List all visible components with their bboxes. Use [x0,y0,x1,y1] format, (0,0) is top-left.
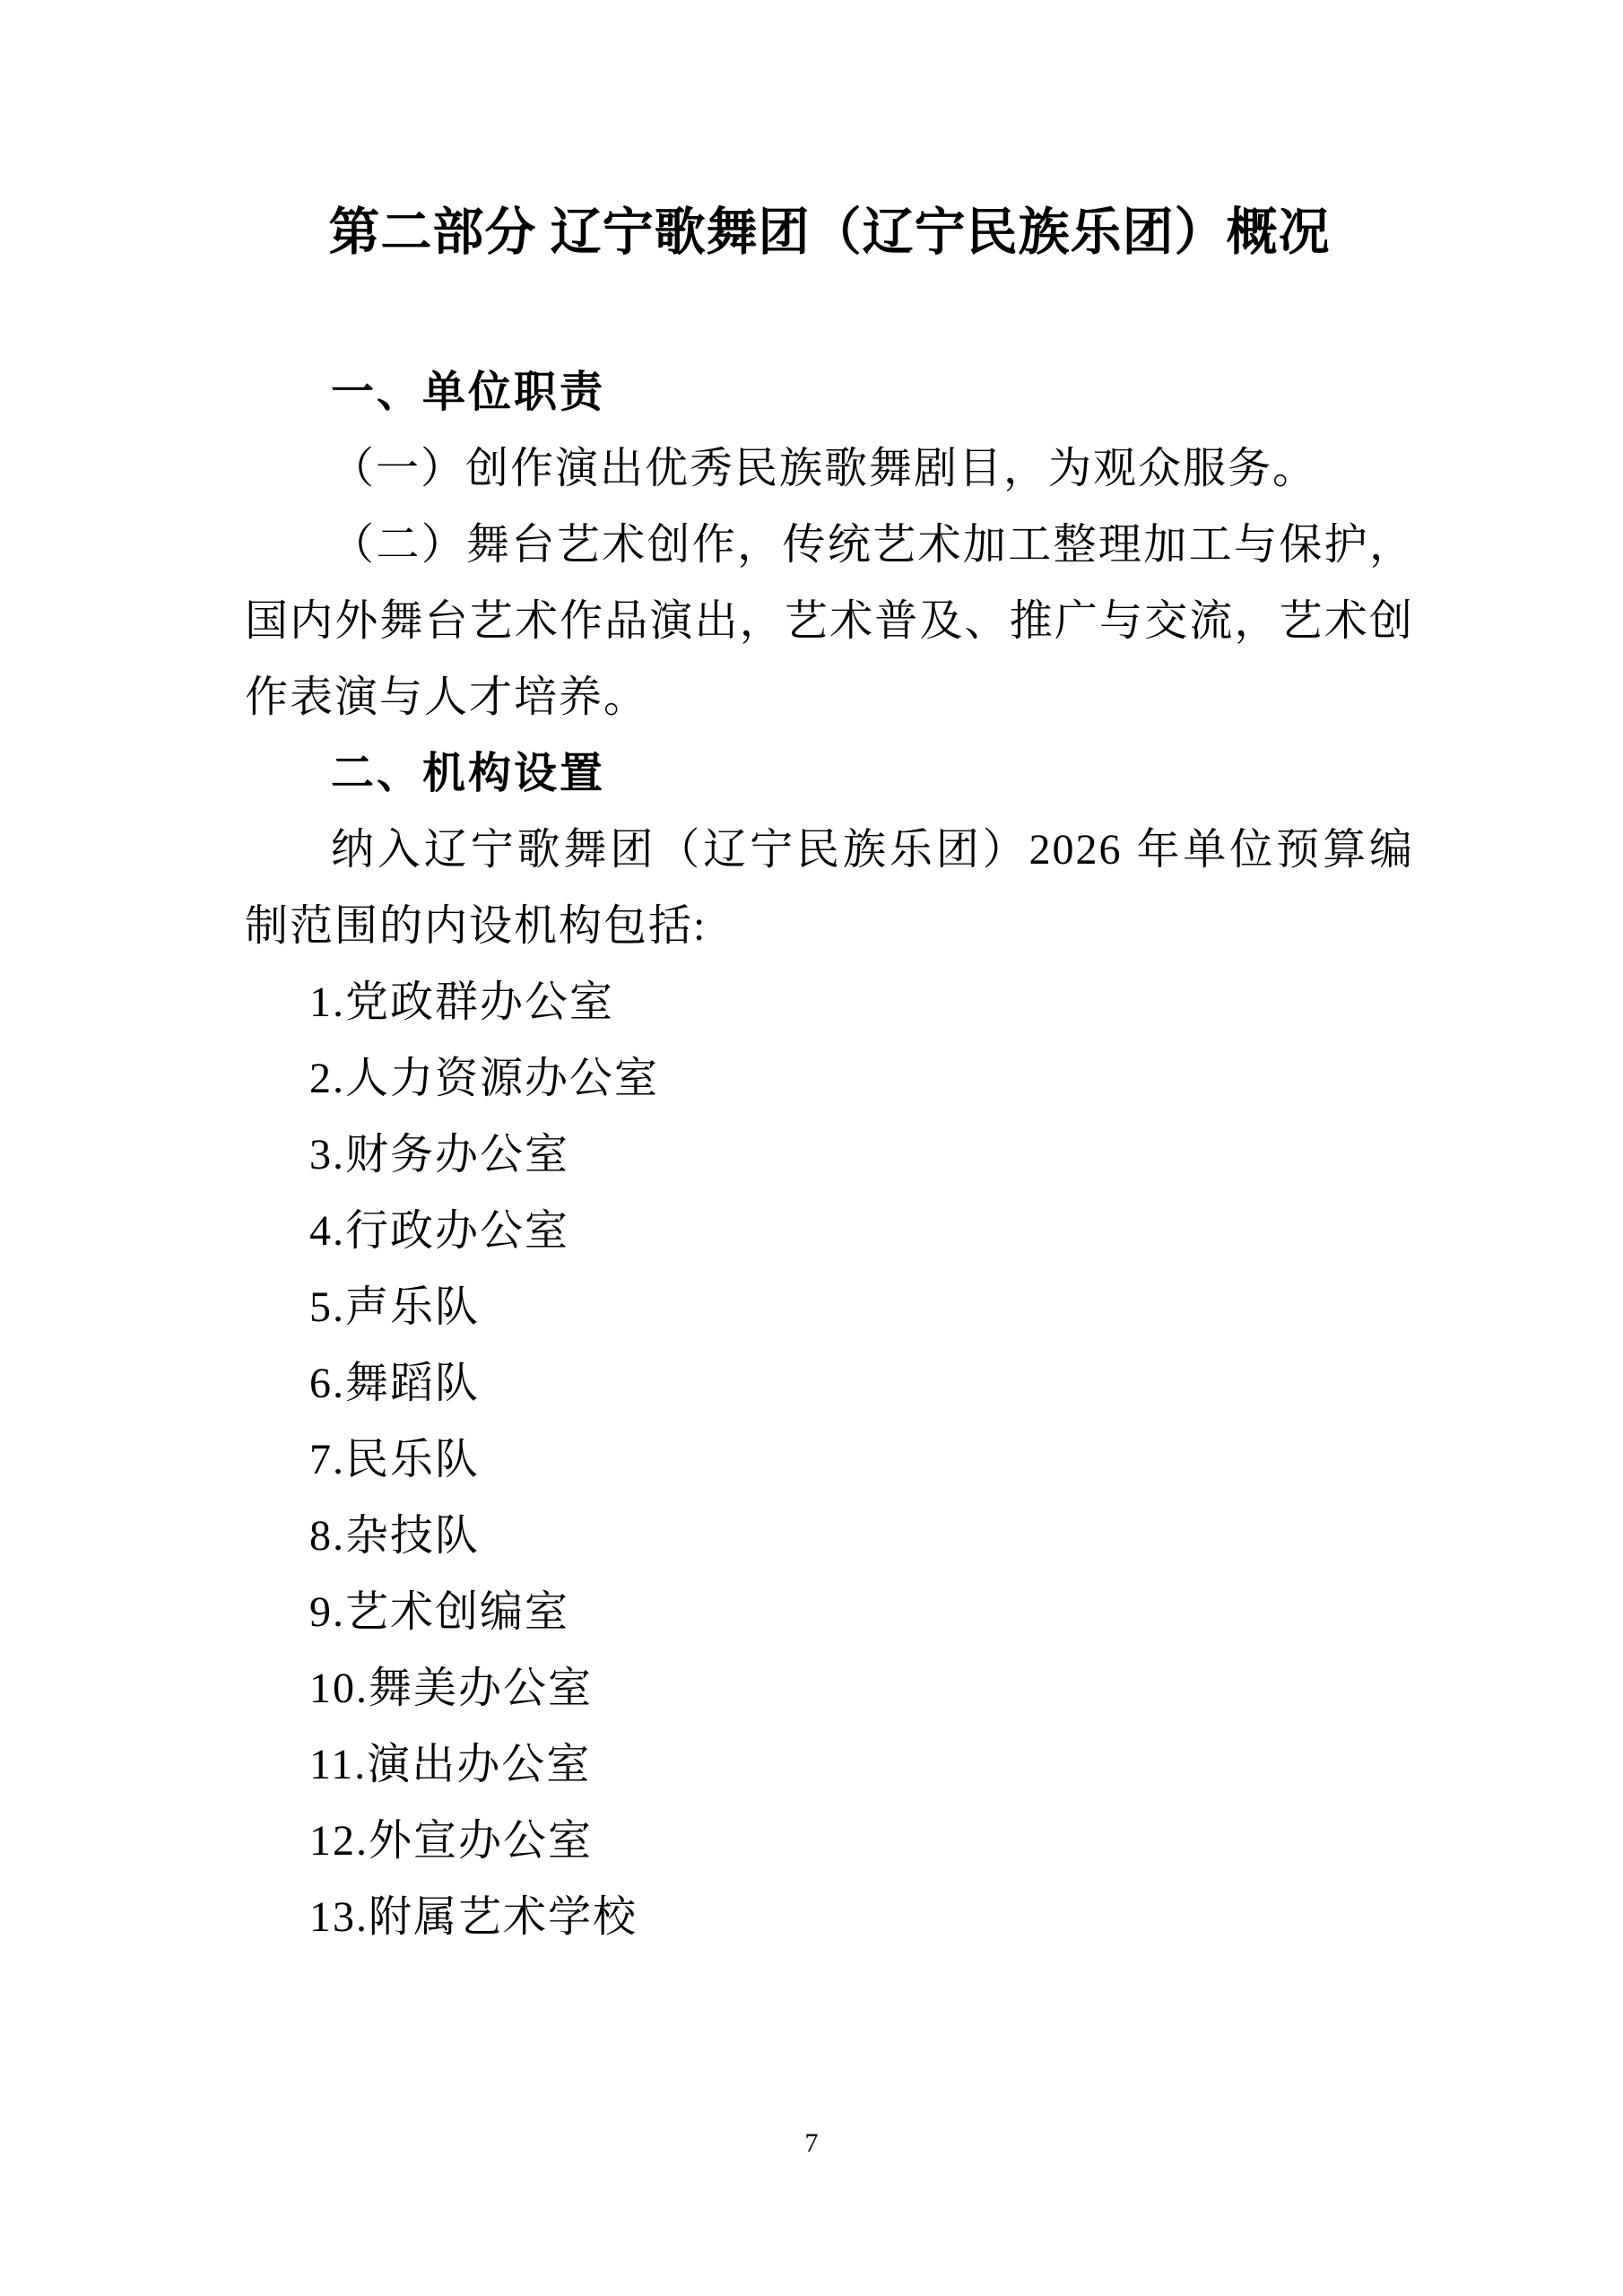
org-list-item: 2.人力资源办公室 [309,1055,660,1102]
paragraph-line: 国内外舞台艺术作品演出，艺术普及、推广与交流，艺术创 [245,597,1414,645]
paragraph-line: 纳入辽宁歌舞团（辽宁民族乐团）2026 年单位预算编 [331,826,1414,874]
org-list-item: 9.艺术创编室 [309,1588,570,1636]
paragraph-line: 作表演与人才培养。 [245,674,649,721]
org-list-item: 8.杂技队 [309,1512,481,1560]
org-list-item: 12.外宣办公室 [309,1817,594,1865]
section-duties [245,354,1414,735]
section-structure [245,735,1414,1955]
org-list [245,964,1414,1955]
org-list-item: 1.党政群办公室 [309,978,615,1026]
paragraph-line: （二）舞台艺术创作，传统艺术加工整理加工与保护， [331,521,1414,569]
org-list-item: 10.舞美办公室 [309,1665,594,1712]
document-body [245,206,1414,1955]
org-list-item: 3.财务办公室 [309,1131,570,1178]
org-list-item: 11.演出办公室 [309,1741,592,1788]
org-list-item: 7.民乐队 [309,1436,481,1483]
page-number: 7 [804,2128,819,2158]
paragraph-line: 制范围的内设机构包括: [245,902,707,950]
org-list-item: 13.附属艺术学校 [309,1893,638,1941]
paragraph-line: （一）创作演出优秀民族歌舞剧目，为观众服务。 [331,445,1318,492]
org-list-item: 5.声乐队 [309,1283,481,1331]
section-heading: 二、机构设置 [331,750,606,797]
org-list-item: 4.行政办公室 [309,1207,570,1255]
org-list-item: 6.舞蹈队 [309,1360,481,1407]
section-heading: 一、单位职责 [331,369,606,416]
page-title: 第二部分 辽宁歌舞团（辽宁民族乐团）概况 [328,204,1331,261]
